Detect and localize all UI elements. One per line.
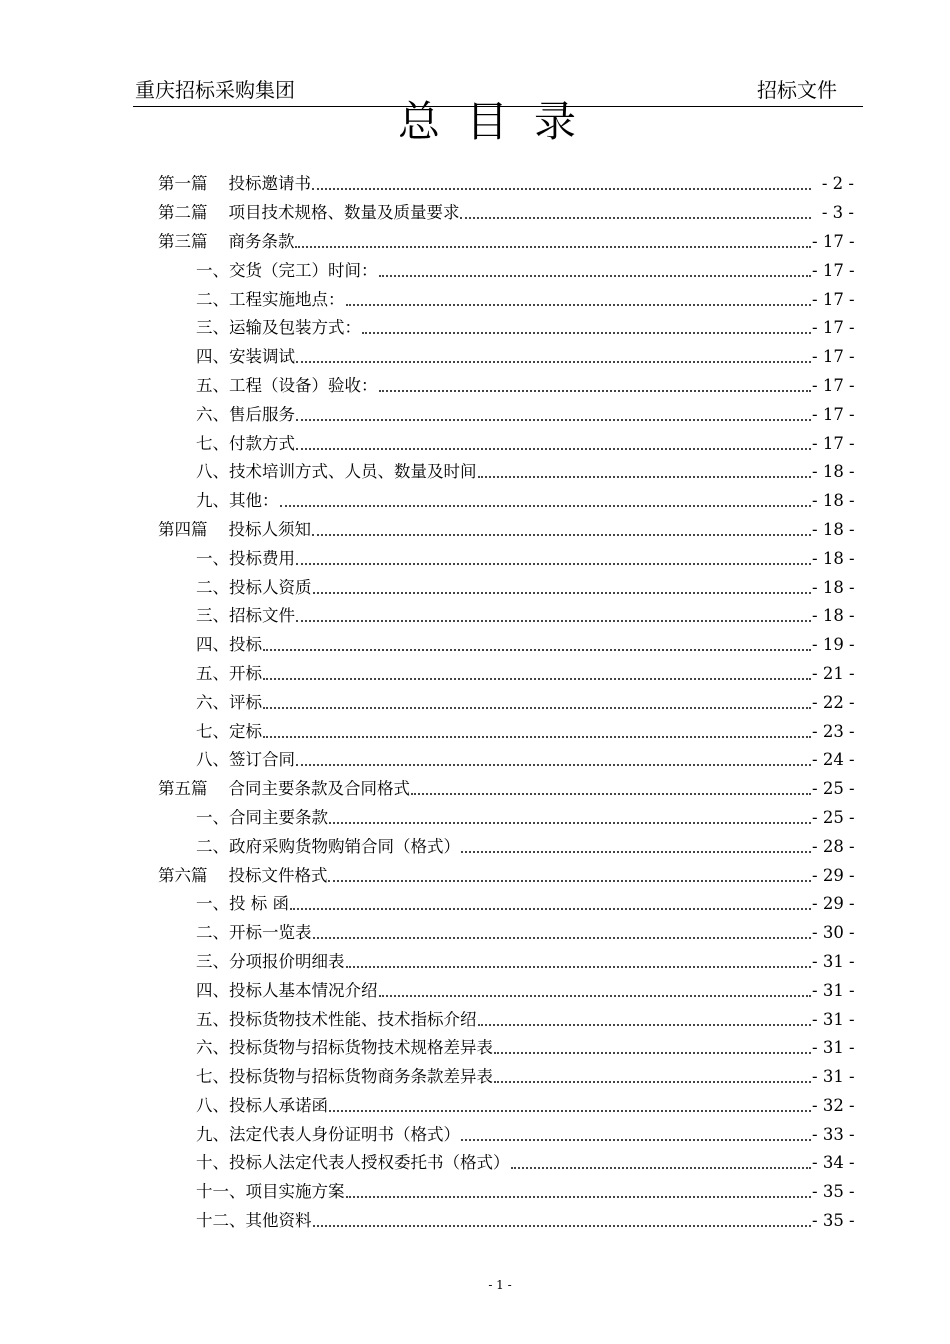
toc-section-entry[interactable] xyxy=(0,1063,950,1092)
toc-entry-label: 六、投标货物与招标货物技术规格差异表 xyxy=(196,1038,493,1058)
toc-entry-label: 八、技术培训方式、人员、数量及时间 xyxy=(196,462,477,482)
toc-entry-label: 一、投 标 函 xyxy=(196,894,289,914)
toc-entry-page: - 28 - xyxy=(812,836,855,856)
toc-section-entry[interactable] xyxy=(0,660,950,689)
toc-section-entry[interactable] xyxy=(0,832,950,861)
toc-entry-label: 第四篇 投标人须知 xyxy=(158,519,311,539)
toc-section-entry[interactable] xyxy=(0,688,950,717)
toc-dot-leader xyxy=(312,534,811,536)
toc-section-entry[interactable] xyxy=(0,948,950,977)
toc-section-entry[interactable] xyxy=(0,1092,950,1121)
toc-part-entry[interactable] xyxy=(0,861,950,890)
toc-section-entry[interactable] xyxy=(0,631,950,660)
toc-part-entry[interactable] xyxy=(0,199,950,228)
toc-dot-leader xyxy=(346,1196,812,1198)
toc-section-entry[interactable] xyxy=(0,1120,950,1149)
toc-entry-label: 四、投标人基本情况介绍 xyxy=(196,980,378,1000)
toc-entry-page: - 32 - xyxy=(812,1095,855,1115)
toc-dot-leader xyxy=(460,217,811,219)
toc-entry-label: 五、工程（设备）验收： xyxy=(196,375,378,395)
toc-entry-label: 二、政府采购货物购销合同（格式） xyxy=(196,836,460,856)
toc-section-entry[interactable] xyxy=(0,1005,950,1034)
toc-dot-leader xyxy=(263,649,811,651)
toc-entry-label: 七、定标 xyxy=(196,721,262,741)
toc-dot-leader xyxy=(296,764,811,766)
toc-section-entry[interactable] xyxy=(0,1149,950,1178)
toc-entry-page: - 17 - xyxy=(812,404,855,424)
toc-entry-label: 五、投标货物技术性能、技术指标介绍 xyxy=(196,1009,477,1029)
toc-entry-label: 十二、其他资料 xyxy=(196,1211,312,1231)
toc-entry-label: 第二篇 项目技术规格、数量及质量要求 xyxy=(158,203,460,223)
toc-entry-page: - 35 - xyxy=(812,1182,855,1202)
toc-entry-label: 一、合同主要条款 xyxy=(196,807,328,827)
toc-entry-page: - 31 - xyxy=(812,1067,855,1087)
toc-entry-label: 四、投标 xyxy=(196,635,262,655)
toc-dot-leader xyxy=(296,448,811,450)
toc-part-entry[interactable] xyxy=(0,516,950,545)
toc-entry-label: 一、交货（完工）时间： xyxy=(196,260,378,280)
toc-entry-page: - 18 - xyxy=(812,577,855,597)
toc-section-entry[interactable] xyxy=(0,256,950,285)
toc-dot-leader xyxy=(478,1024,812,1026)
toc-section-entry[interactable] xyxy=(0,458,950,487)
toc-dot-leader xyxy=(296,620,811,622)
toc-dot-leader xyxy=(313,1225,812,1227)
toc-entry-label: 十一、项目实施方案 xyxy=(196,1182,345,1202)
toc-section-entry[interactable] xyxy=(0,602,950,631)
toc-entry-page: - 23 - xyxy=(812,721,855,741)
toc-entry-label: 五、开标 xyxy=(196,663,262,683)
header-organization: 重庆招标采购集团 xyxy=(135,78,295,102)
toc-entry-label: 七、投标货物与招标货物商务条款差异表 xyxy=(196,1067,493,1087)
page-title: 总目录 xyxy=(397,97,602,146)
toc-entry-page: - 2 - xyxy=(821,174,854,194)
toc-dot-leader xyxy=(461,851,811,853)
toc-entry-label: 六、评标 xyxy=(196,692,262,712)
toc-dot-leader xyxy=(312,188,811,190)
toc-dot-leader xyxy=(346,304,812,306)
toc-part-entry[interactable] xyxy=(0,775,950,804)
toc-dot-leader xyxy=(280,505,812,507)
toc-entry-label: 六、售后服务 xyxy=(196,404,295,424)
toc-entry-label: 四、安装调试 xyxy=(196,347,295,367)
toc-entry-page: - 3 - xyxy=(821,203,854,223)
toc-entry-label: 第五篇 合同主要条款及合同格式 xyxy=(158,779,410,799)
toc-entry-page: - 17 - xyxy=(812,318,855,338)
toc-entry-page: - 34 - xyxy=(812,1153,855,1173)
toc-entry-page: - 31 - xyxy=(812,951,855,971)
toc-entry-page: - 24 - xyxy=(812,750,855,770)
toc-section-entry[interactable] xyxy=(0,717,950,746)
toc-dot-leader xyxy=(313,592,812,594)
toc-entry-page: - 31 - xyxy=(812,1009,855,1029)
toc-section-entry[interactable] xyxy=(0,1034,950,1063)
toc-entry-page: - 29 - xyxy=(812,894,855,914)
toc-section-entry[interactable] xyxy=(0,573,950,602)
toc-dot-leader xyxy=(329,822,811,824)
toc-dot-leader xyxy=(263,678,811,680)
toc-dot-leader xyxy=(379,995,812,997)
toc-entry-label: 三、分项报价明细表 xyxy=(196,951,345,971)
toc-section-entry[interactable] xyxy=(0,890,950,919)
toc-entry-page: - 18 - xyxy=(812,491,855,511)
toc-section-entry[interactable] xyxy=(0,429,950,458)
toc-entry-label: 二、开标一览表 xyxy=(196,923,312,943)
toc-dot-leader xyxy=(313,937,812,939)
toc-section-entry[interactable] xyxy=(0,285,950,314)
toc-section-entry[interactable] xyxy=(0,804,950,833)
toc-entry-page: - 31 - xyxy=(812,1038,855,1058)
toc-entry-page: - 17 - xyxy=(812,347,855,367)
toc-section-entry[interactable] xyxy=(0,544,950,573)
toc-entry-label: 一、投标费用 xyxy=(196,548,295,568)
toc-section-entry[interactable] xyxy=(0,919,950,948)
toc-part-entry[interactable] xyxy=(0,170,950,199)
toc-entry-label: 二、投标人资质 xyxy=(196,577,312,597)
toc-dot-leader xyxy=(411,793,811,795)
table-of-contents xyxy=(0,170,950,1235)
toc-entry-label: 九、法定代表人身份证明书（格式） xyxy=(196,1124,460,1144)
toc-dot-leader xyxy=(329,1110,811,1112)
toc-dot-leader xyxy=(263,736,811,738)
toc-entry-page: - 17 - xyxy=(812,231,855,251)
toc-entry-page: - 19 - xyxy=(812,635,855,655)
toc-entry-page: - 17 - xyxy=(812,433,855,453)
toc-entry-page: - 17 - xyxy=(812,375,855,395)
toc-dot-leader xyxy=(295,246,811,248)
page-number: - 1 - xyxy=(488,1278,512,1292)
toc-dot-leader xyxy=(263,707,811,709)
toc-section-entry[interactable] xyxy=(0,400,950,429)
toc-section-entry[interactable] xyxy=(0,976,950,1005)
toc-part-entry[interactable] xyxy=(0,228,950,257)
toc-entry-page: - 25 - xyxy=(812,807,855,827)
toc-dot-leader xyxy=(362,332,811,334)
toc-dot-leader xyxy=(296,419,811,421)
toc-dot-leader xyxy=(296,361,811,363)
toc-dot-leader xyxy=(296,563,811,565)
toc-section-entry[interactable] xyxy=(0,1178,950,1207)
toc-entry-label: 三、运输及包装方式： xyxy=(196,318,361,338)
toc-entry-page: - 18 - xyxy=(812,548,855,568)
toc-dot-leader xyxy=(511,1167,812,1169)
toc-entry-label: 八、签订合同 xyxy=(196,750,295,770)
toc-entry-page: - 33 - xyxy=(812,1124,855,1144)
toc-entry-page: - 17 - xyxy=(812,260,855,280)
toc-entry-label: 八、投标人承诺函 xyxy=(196,1095,328,1115)
toc-entry-page: - 30 - xyxy=(812,923,855,943)
toc-entry-label: 二、工程实施地点： xyxy=(196,289,345,309)
toc-dot-leader xyxy=(494,1052,811,1054)
toc-entry-page: - 31 - xyxy=(812,980,855,1000)
toc-dot-leader xyxy=(461,1139,811,1141)
toc-entry-label: 七、付款方式 xyxy=(196,433,295,453)
toc-section-entry[interactable] xyxy=(0,746,950,775)
toc-entry-page: - 35 - xyxy=(812,1211,855,1231)
toc-section-entry[interactable] xyxy=(0,1207,950,1236)
toc-entry-page: - 17 - xyxy=(812,289,855,309)
toc-section-entry[interactable] xyxy=(0,487,950,516)
toc-section-entry[interactable] xyxy=(0,372,950,401)
toc-entry-label: 第三篇 商务条款 xyxy=(158,231,295,251)
toc-entry-label: 九、其他： xyxy=(196,491,279,511)
toc-dot-leader xyxy=(379,275,812,277)
toc-entry-page: - 18 - xyxy=(812,519,855,539)
toc-section-entry[interactable] xyxy=(0,314,950,343)
toc-dot-leader xyxy=(494,1081,811,1083)
toc-entry-page: - 21 - xyxy=(812,663,855,683)
toc-entry-page: - 25 - xyxy=(812,779,855,799)
toc-entry-page: - 18 - xyxy=(812,462,855,482)
toc-dot-leader xyxy=(290,908,811,910)
toc-dot-leader xyxy=(478,476,812,478)
toc-entry-page: - 18 - xyxy=(812,606,855,626)
toc-dot-leader xyxy=(346,966,812,968)
toc-entry-label: 十、投标人法定代表人授权委托书（格式） xyxy=(196,1153,510,1173)
toc-entry-page: - 22 - xyxy=(812,692,855,712)
toc-entry-page: - 29 - xyxy=(812,865,855,885)
header-document-type: 招标文件 xyxy=(757,78,837,102)
toc-section-entry[interactable] xyxy=(0,343,950,372)
toc-entry-label: 第一篇 投标邀请书 xyxy=(158,174,311,194)
toc-entry-label: 第六篇 投标文件格式 xyxy=(158,865,328,885)
toc-dot-leader xyxy=(328,880,811,882)
toc-dot-leader xyxy=(379,390,812,392)
toc-entry-label: 三、招标文件 xyxy=(196,606,295,626)
